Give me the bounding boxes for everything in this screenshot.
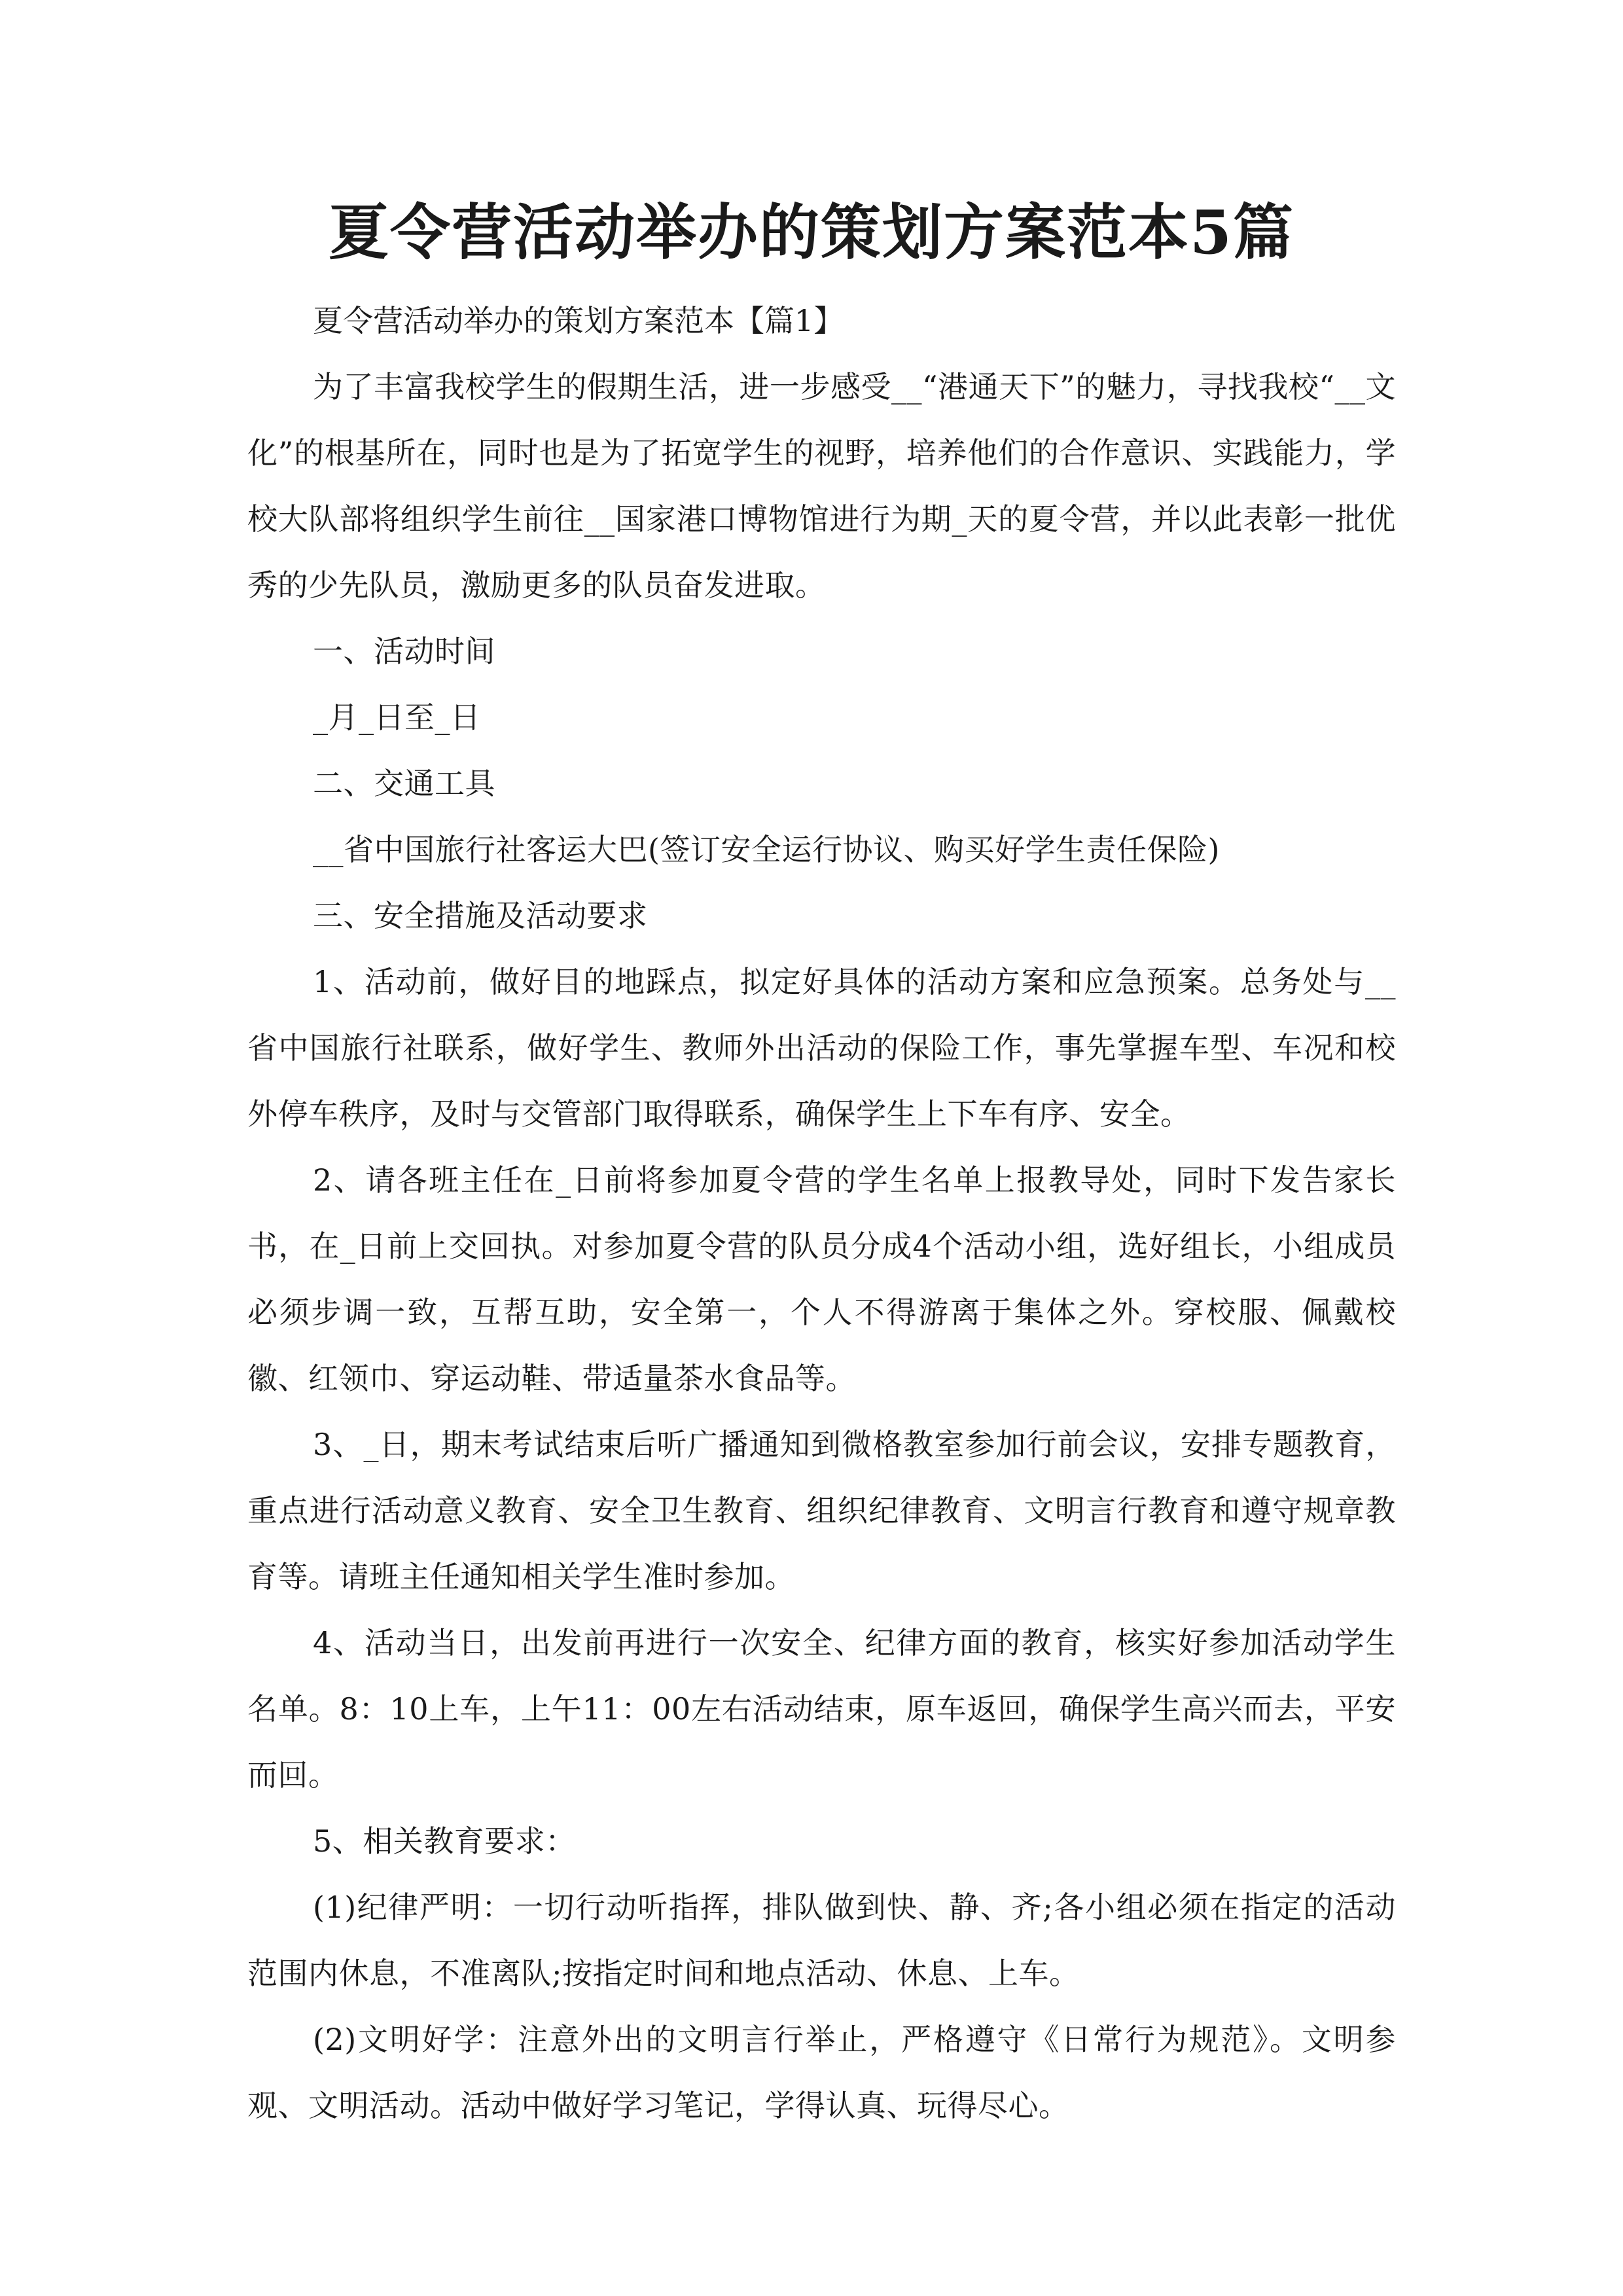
education-item-2: (2)文明好学：注意外出的文明言行举止，严格遵守《日常行为规范》。文明参观、文明活动。活动中做好学习笔记，学得认真、玩得尽心。	[247, 2022, 1396, 2123]
section-heading-transport: 二、交通工具	[313, 766, 495, 801]
safety-item-1: 1、活动前，做好目的地踩点，拟定好具体的活动方案和应急预案。总务处与__省中国旅行社联系，做好学生、教师外出活动的保险工作，事先掌握车型、车况和校外停车秩序，及时与交管部门取得联系，确保学生上下车有序、安全。	[247, 964, 1396, 1132]
document-title: 夏令营活动举办的策划方案范本5篇	[328, 197, 1294, 268]
transport-value: __省中国旅行社客运大巴(签订安全运行协议、购买好学生责任保险)	[313, 832, 1220, 867]
section-heading-safety: 三、安全措施及活动要求	[313, 898, 648, 933]
section-subtitle: 夏令营活动举办的策划方案范本【篇1】	[313, 303, 844, 338]
education-item-1: (1)纪律严明：一切行动听指挥，排队做到快、静、齐;各小组必须在指定的活动范围内休息，不准离队;按指定时间和地点活动、休息、上车。	[247, 1890, 1396, 1991]
safety-item-2: 2、请各班主任在_日前将参加夏令营的学生名单上报教导处，同时下发告家长书，在_日前上交回执。对参加夏令营的队员分成4个活动小组，选好组长，小组成员必须步调一致，互帮互助，安全第一，个人不得游离于集体之外。穿校服、佩戴校徽、红领巾、穿运动鞋、带适量茶水食品等。	[247, 1162, 1396, 1396]
safety-item-3: 3、_日，期末考试结束后听广播通知到微格教室参加行前会议，安排专题教育，重点进行活动意义教育、安全卫生教育、组织纪律教育、文明言行教育和遵守规章教育等。请班主任通知相关学生准时参加。	[247, 1427, 1396, 1594]
safety-item-4: 4、活动当日，出发前再进行一次安全、纪律方面的教育，核实好参加活动学生名单。8：10上车，上午11：00左右活动结束，原车返回，确保学生高兴而去，平安而回。	[247, 1625, 1396, 1793]
time-value: _月_日至_日	[313, 700, 481, 735]
section-heading-time: 一、活动时间	[313, 634, 495, 669]
document-body	[247, 288, 1396, 2139]
safety-item-5: 5、相关教育要求：	[313, 1823, 576, 1859]
intro-paragraph: 为了丰富我校学生的假期生活，进一步感受__“港通天下”的魅力，寻找我校“__文化”的根基所在，同时也是为了拓宽学生的视野，培养他们的合作意识、实践能力，学校大队部将组织学生前往__国家港口博物馆进行为期_天的夏令营，并以此表彰一批优秀的少先队员，激励更多的队员奋发进取。	[247, 369, 1396, 603]
